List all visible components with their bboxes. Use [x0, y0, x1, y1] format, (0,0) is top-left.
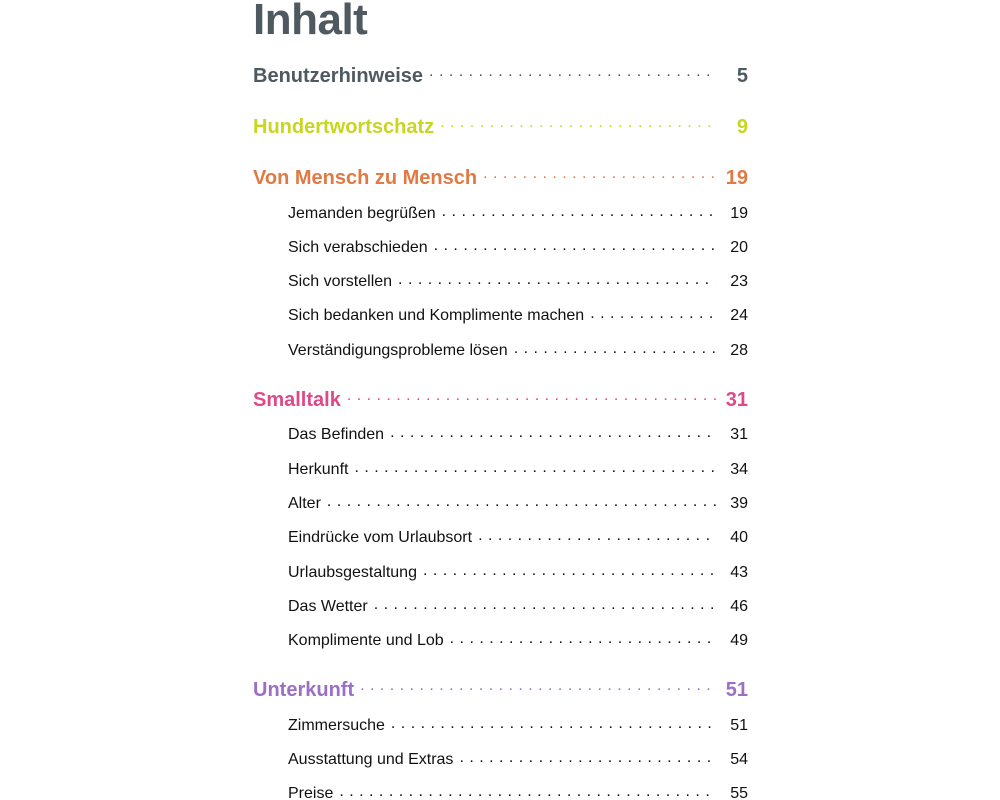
dot-leader	[434, 239, 716, 257]
entry-label: Urlaubsgestaltung	[288, 564, 417, 581]
dot-leader	[339, 785, 716, 800]
entry-page-number: 43	[730, 564, 748, 581]
dot-leader	[459, 751, 716, 769]
toc-entry[interactable]	[288, 271, 748, 293]
entry-page-number: 49	[730, 632, 748, 649]
entry-page-number: 46	[730, 598, 748, 615]
chapter-page-number: 51	[725, 679, 748, 701]
entry-page-number: 55	[730, 785, 748, 800]
chapter-page-number: 19	[725, 167, 748, 189]
toc-chapter-smalltalk[interactable]	[253, 387, 748, 413]
toc-entry[interactable]	[288, 340, 748, 362]
toc-chapter-von-mensch-zu-mensch[interactable]	[253, 165, 748, 191]
toc-entry[interactable]	[288, 493, 748, 515]
chapter-label: Benutzerhinweise	[253, 65, 424, 87]
dot-leader	[360, 681, 716, 699]
toc-chapter-benutzerhinweise[interactable]	[253, 63, 748, 89]
dot-leader	[354, 461, 716, 479]
entry-page-number: 54	[730, 751, 748, 768]
chapter-label: Smalltalk	[253, 389, 341, 411]
entry-label: Verständigungsprobleme lösen	[288, 342, 508, 359]
chapter-page-number: 31	[725, 389, 748, 411]
entry-page-number: 23	[730, 273, 748, 290]
toc-entry[interactable]	[288, 783, 748, 800]
entry-label: Komplimente und Lob	[288, 632, 444, 649]
chapter-label: Hundertwortschatz	[253, 116, 435, 138]
chapter-label: Von Mensch zu Mensch	[253, 167, 478, 189]
entry-label: Eindrücke vom Urlaubsort	[288, 529, 473, 546]
toc-entry[interactable]	[288, 237, 748, 259]
dot-leader	[429, 67, 716, 85]
chapter-page-number: 9	[736, 116, 748, 138]
entry-page-number: 28	[730, 342, 748, 359]
entry-page-number: 24	[730, 307, 748, 324]
entry-label: Herkunft	[288, 461, 349, 478]
entry-label: Ausstattung und Extras	[288, 751, 454, 768]
dot-leader	[483, 169, 716, 187]
entry-label: Das Befinden	[288, 426, 385, 443]
entry-page-number: 31	[730, 426, 748, 443]
entry-page-number: 20	[730, 239, 748, 256]
entry-page-number: 19	[730, 205, 748, 222]
toc-entry[interactable]	[288, 562, 748, 584]
dot-leader	[374, 598, 716, 616]
entry-label: Sich vorstellen	[288, 273, 393, 290]
page-title: Inhalt	[253, 0, 368, 44]
entry-label: Alter	[288, 495, 321, 512]
entry-label: Zimmersuche	[288, 717, 385, 734]
dot-leader	[478, 529, 716, 547]
toc-entry[interactable]	[288, 715, 748, 737]
entry-label: Sich bedanken und Komplimente machen	[288, 307, 585, 324]
entry-label: Das Wetter	[288, 598, 368, 615]
dot-leader	[514, 342, 716, 360]
toc-entry[interactable]	[288, 630, 748, 652]
entry-page-number: 51	[730, 717, 748, 734]
dot-leader	[442, 205, 716, 223]
dot-leader	[327, 495, 716, 513]
dot-leader	[423, 564, 716, 582]
chapter-page-number: 5	[736, 65, 748, 87]
dot-leader	[391, 717, 716, 735]
entry-page-number: 34	[730, 461, 748, 478]
toc-entry[interactable]	[288, 596, 748, 618]
dot-leader	[450, 632, 716, 650]
toc-chapter-unterkunft[interactable]	[253, 677, 748, 703]
entry-label: Sich verabschieden	[288, 239, 428, 256]
entry-page-number: 39	[730, 495, 748, 512]
entry-label: Preise	[288, 785, 334, 800]
entry-label: Jemanden begrüßen	[288, 205, 436, 222]
toc-entry[interactable]	[288, 305, 748, 327]
dot-leader	[590, 307, 716, 325]
entry-page-number: 40	[730, 529, 748, 546]
toc-entry[interactable]	[288, 459, 748, 481]
dot-leader	[398, 273, 716, 291]
dot-leader	[347, 391, 716, 409]
toc-chapter-hundertwortschatz[interactable]	[253, 114, 748, 140]
toc-entry[interactable]	[288, 527, 748, 549]
toc-entry[interactable]	[288, 424, 748, 446]
toc-entry[interactable]	[288, 203, 748, 225]
toc-entry[interactable]	[288, 749, 748, 771]
table-of-contents	[253, 0, 748, 800]
dot-leader	[440, 118, 716, 136]
dot-leader	[390, 426, 716, 444]
chapter-label: Unterkunft	[253, 679, 355, 701]
